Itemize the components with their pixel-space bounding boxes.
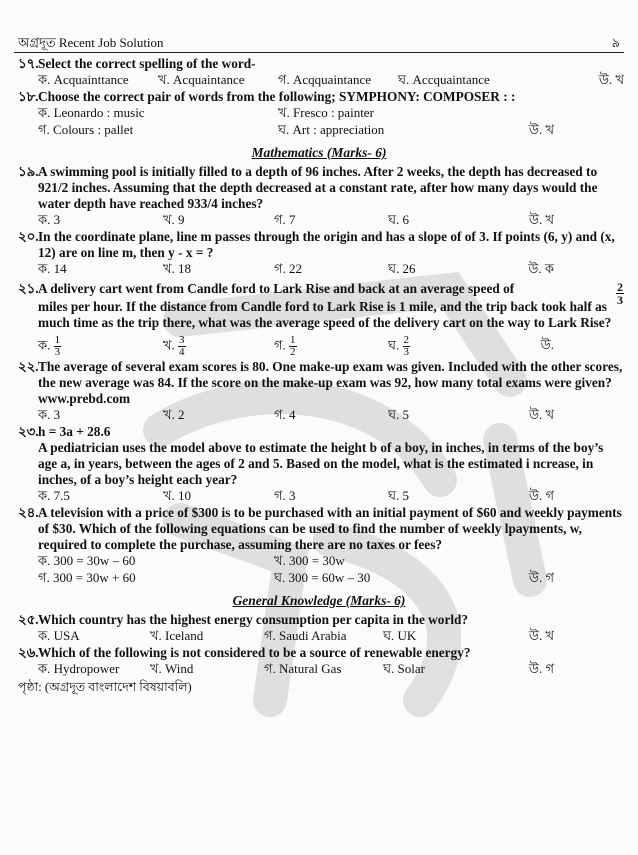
- option-kha: খ. Fresco : painter: [278, 105, 374, 120]
- option-ga: গ. Acqquaintance: [278, 72, 371, 87]
- answer-key: উ. গ: [528, 661, 554, 676]
- answer-key: উ. খ: [528, 407, 554, 422]
- options-row: [38, 72, 624, 89]
- option-ka: ক. 7.5: [38, 488, 70, 503]
- question-stem: Select the correct spelling of the word-: [38, 56, 256, 71]
- option-ka: ক. USA: [38, 628, 80, 643]
- options-row: [38, 105, 624, 122]
- answer-key: উ. গ: [528, 488, 554, 503]
- answer-key: উ. খ: [528, 122, 554, 137]
- question-number: ২০.: [18, 229, 39, 244]
- question-18: [14, 89, 624, 139]
- options-row: [38, 570, 624, 587]
- answer-key: উ. গ: [528, 570, 554, 585]
- answer-key: উ.: [540, 337, 554, 352]
- option-ka: ক. 3: [38, 407, 61, 422]
- option-gha: ঘ. 26: [388, 261, 416, 276]
- question-stem-part: A delivery cart went from Candle ford to Lark Rise and back at an average speed of: [38, 281, 515, 296]
- options-row: [38, 661, 624, 678]
- question-stem: A swimming pool is initially filled to a depth of 96 inches. After 2 weeks, the depth has decreased to 921/2 inches. Assuming that the depth decreased at a constant rate, after how many days would the water depth have reached 933/4 inches?: [38, 164, 598, 211]
- question-17: [14, 56, 624, 89]
- options-row: [38, 212, 624, 229]
- option-ka: ক. 14: [38, 261, 67, 276]
- option-ga: গ. 3: [274, 488, 296, 503]
- option-gha: ঘ. Accquaintance: [398, 72, 490, 87]
- option-ka: ক. 3: [38, 212, 61, 227]
- option-ka: ক. $\frac{1}{3}$: [38, 334, 61, 358]
- question-stem: Which country has the highest energy consumption per capita in the world?: [38, 612, 469, 627]
- option-ga: গ. 4: [274, 407, 296, 422]
- option-gha: ঘ. $\frac{2}{3}$: [388, 334, 410, 358]
- question-number: ১৮.: [18, 89, 39, 104]
- option-ga: গ. Colours : pallet: [38, 122, 134, 137]
- question-stem: [38, 280, 624, 307]
- option-ka: ক. Acquainttance: [38, 72, 129, 87]
- question-stem: The average of several exam scores is 80. One make-up exam was given. Included with the other scores, the new average was 84. If the score on the make-up exam was 92, how many total exams were given? www.prebd.com: [38, 359, 623, 406]
- option-kha: খ. 9: [163, 212, 185, 227]
- section-title-mathematics: Mathematics (Marks- 6): [251, 145, 387, 160]
- equation: h = 3a + 28.6: [38, 424, 111, 439]
- option-ka: ক. 300 = 30w – 60: [38, 553, 136, 568]
- section-title-general-knowledge: General Knowledge (Marks- 6): [232, 593, 406, 608]
- page-number: ৯: [611, 35, 620, 50]
- option-ga: গ. $\frac{1}{2}$: [274, 334, 296, 358]
- question-19: [14, 164, 624, 229]
- question-number: ২৬.: [18, 645, 39, 660]
- question-number: ১৭.: [18, 56, 39, 71]
- option-gha: ঘ. UK: [383, 628, 417, 643]
- page-content: [14, 56, 624, 699]
- options-row: [38, 628, 624, 645]
- question-21: [14, 281, 624, 359]
- options-row: [38, 488, 624, 505]
- header-title: অগ্রদূত Recent Job Solution: [18, 35, 164, 50]
- options-row: [38, 553, 624, 570]
- option-kha: খ. 10: [163, 488, 192, 503]
- option-kha: খ. Iceland: [150, 628, 204, 643]
- website-url: www.prebd.com: [38, 391, 131, 406]
- options-row: [38, 407, 624, 424]
- question-24: [14, 505, 624, 587]
- option-ga: গ. Saudi Arabia: [264, 628, 347, 643]
- option-gha: ঘ. 5: [388, 407, 410, 422]
- question-23: [14, 424, 624, 505]
- option-gha: ঘ. 6: [388, 212, 410, 227]
- answer-key: উ. খ: [528, 628, 554, 643]
- question-number: ২২.: [18, 359, 39, 374]
- question-number: ২১.: [18, 281, 39, 296]
- option-kha: খ. 18: [163, 261, 192, 276]
- option-kha: খ. $\frac{3}{4}$: [163, 334, 185, 358]
- question-25: [14, 612, 624, 645]
- option-gha: ঘ. Art : appreciation: [278, 122, 385, 137]
- question-number: ১৯.: [18, 164, 39, 179]
- options-row: [38, 331, 624, 359]
- options-row: [38, 122, 624, 139]
- option-kha: খ. Acquaintance: [158, 72, 245, 87]
- page-header: [14, 34, 624, 53]
- question-20: [14, 229, 624, 278]
- answer-key: উ. ক: [528, 261, 554, 276]
- option-kha: খ. Wind: [150, 661, 194, 676]
- answer-key: উ. খ: [528, 212, 554, 227]
- option-gha: ঘ. Solar: [383, 661, 425, 676]
- option-ka: ক. Leonardo : music: [38, 105, 145, 120]
- question-stem: A pediatrician uses the model above to estimate the height b of a boy, in inches, in terms of the boy’s age a, in years, between the ages of 2 and 5. Based on the model, what is the estimated i ncrease, in inches, of a boy’s height each year?: [38, 440, 604, 487]
- question-stem: A television with a price of $300 is to be purchased with an initial payment of $60 and weekly payments of $30. Which of the following equations can be used to find the number of weekly lpayments, w, required to complete the purchase, assuming there are no taxes or fees?: [38, 505, 622, 552]
- option-ga: গ. 300 = 30w + 60: [38, 570, 136, 585]
- question-26: [14, 645, 624, 678]
- answer-key: উ. খ: [598, 72, 624, 87]
- question-stem: Choose the correct pair of words from the following; SYMPHONY: COMPOSER : :: [38, 89, 516, 104]
- option-ga: গ. Natural Gas: [264, 661, 342, 676]
- option-kha: খ. 300 = 30w: [274, 553, 345, 568]
- option-ka: ক. Hydropower: [38, 661, 120, 676]
- question-number: ২৪.: [18, 505, 39, 520]
- question-stem-part: miles per hour. If the distance from Candle ford to Lark Rise is 1 mile, and the trip back took half as much time as the trip there, what was the average speed of the delivery cart on the way to Lark Rise?: [38, 299, 612, 330]
- option-ga: গ. 22: [274, 261, 303, 276]
- question-stem: In the coordinate plane, line m passes through the origin and has a slope of of 3. If points (6, y) and (x, 12) are on line m, then y - x = ?: [38, 229, 615, 260]
- question-stem: Which of the following is not considered to be a source of renewable energy?: [38, 645, 471, 660]
- option-kha: খ. 2: [163, 407, 185, 422]
- question-number: ২৩.: [18, 424, 39, 439]
- question-22: [14, 359, 624, 424]
- option-gha: ঘ. 300 = 60w – 30: [274, 570, 371, 585]
- options-row: [38, 261, 624, 278]
- option-gha: ঘ. 5: [388, 488, 410, 503]
- option-ga: গ. 7: [274, 212, 296, 227]
- page-footer: পৃষ্ঠা: (অগ্রদূত বাংলাদেশ বিষয়াবলি): [18, 680, 192, 694]
- question-number: ২৫.: [18, 612, 39, 627]
- fraction: $\frac{2}{3}$: [617, 280, 623, 307]
